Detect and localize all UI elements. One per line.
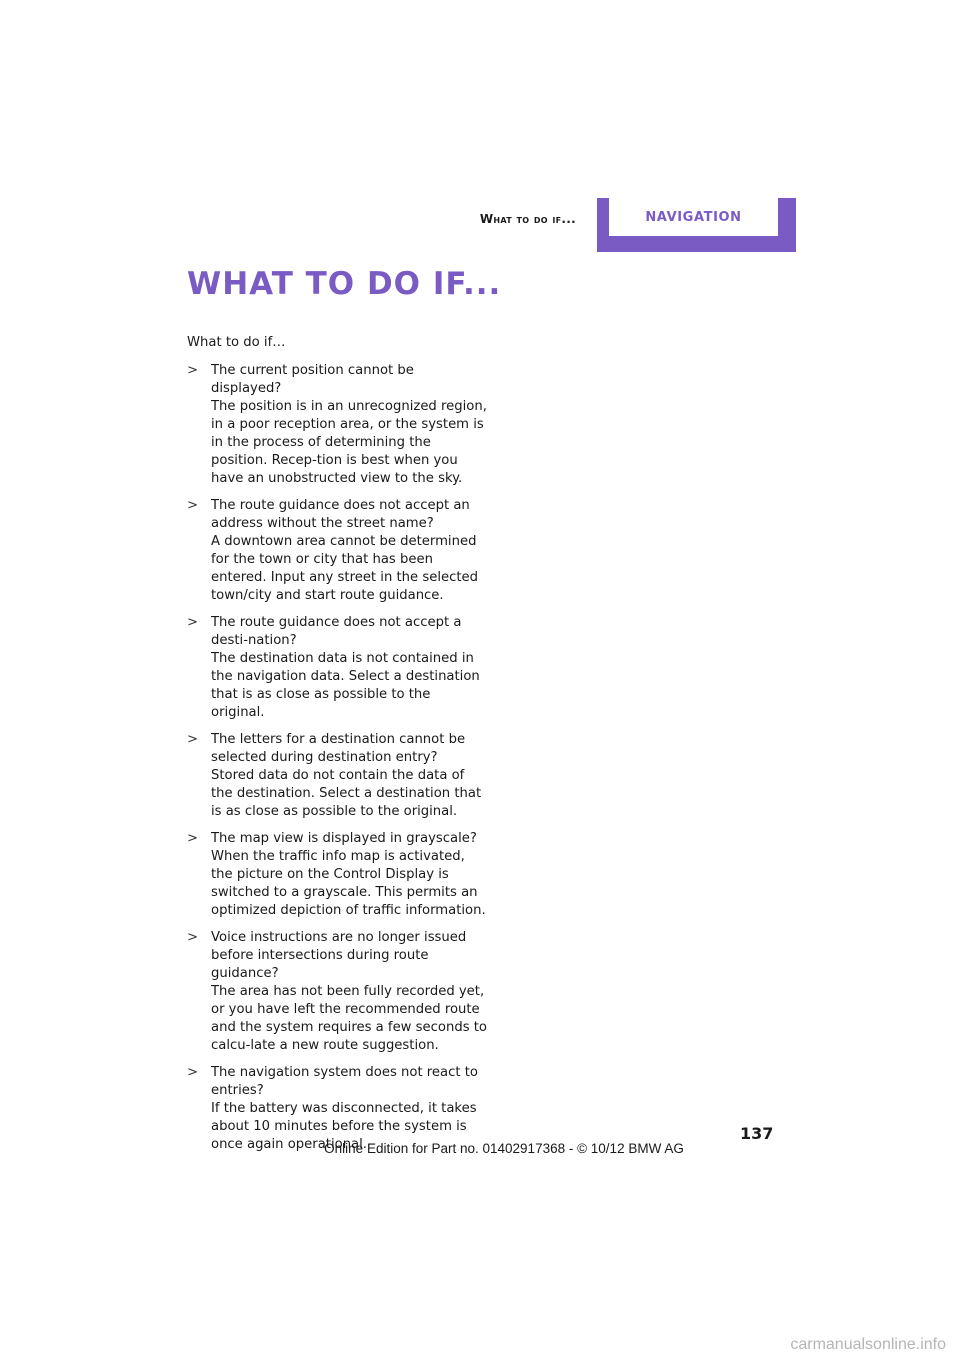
- answer-text: The position is in an unrecognized region, in a poor reception area, or the system is in the process of determining the position. Recep-tion is best when you have an unobstructed view to the sky.: [211, 399, 487, 486]
- footer-text: Online Edition for Part no. 01402917368 - © 10/12 BMW AG: [324, 1141, 684, 1156]
- intro-text: What to do if…: [187, 335, 286, 350]
- bullet-icon: >: [187, 498, 199, 513]
- page-number: 137: [740, 1124, 774, 1143]
- question-text: The current position cannot be displayed?: [211, 363, 414, 396]
- question-text: The letters for a destination cannot be selected during destination entry?: [211, 732, 466, 765]
- content: [187, 334, 487, 1163]
- running-head: What to do if...: [479, 212, 576, 226]
- troubleshooting-list: [187, 362, 487, 1154]
- answer-text: A downtown area cannot be determined for the town or city that has been entered. Input any street in the selected town/city and start route guidance.: [211, 534, 479, 603]
- list-item: [187, 497, 487, 605]
- list-item: [187, 614, 487, 722]
- question-text: The route guidance does not accept an address without the street name?: [211, 498, 470, 531]
- list-item: [187, 731, 487, 821]
- answer-text: When the traffic info map is activated, the picture on the Control Display is switched to a grayscale. This permits an optimized depiction of traffic information.: [211, 849, 486, 918]
- list-item: [187, 830, 487, 920]
- question-text: The map view is displayed in grayscale?: [211, 831, 477, 846]
- bullet-icon: >: [187, 831, 199, 846]
- page-title: WHAT TO DO IF...: [187, 266, 502, 302]
- question-text: The route guidance does not accept a desti-nation?: [211, 615, 462, 648]
- answer-text: If the battery was disconnected, it takes about 10 minutes before the system is once again operational.: [211, 1101, 477, 1152]
- bullet-icon: >: [187, 732, 199, 747]
- answer-text: The area has not been fully recorded yet, or you have left the recommended route and the system requires a few seconds to calcu-late a new route suggestion.: [211, 984, 487, 1053]
- answer-text: Stored data do not contain the data of the destination. Select a destination that is as close as possible to the original.: [211, 768, 482, 819]
- question-text: The navigation system does not react to entries?: [211, 1065, 478, 1098]
- bullet-icon: >: [187, 615, 199, 630]
- watermark: carmanualsonline.info: [790, 1336, 946, 1353]
- section-tab-inner: [609, 198, 778, 236]
- section-tab: [597, 198, 796, 252]
- bullet-icon: >: [187, 1065, 199, 1080]
- question-text: Voice instructions are no longer issued before intersections during route guidance?: [211, 930, 467, 981]
- bullet-icon: >: [187, 363, 199, 378]
- section-tab-label: NAVIGATION: [645, 209, 742, 225]
- list-item: [187, 929, 487, 1055]
- bullet-icon: >: [187, 930, 199, 945]
- answer-text: The destination data is not contained in the navigation data. Select a destination that is as close as possible to the original.: [211, 651, 480, 720]
- list-item: [187, 362, 487, 488]
